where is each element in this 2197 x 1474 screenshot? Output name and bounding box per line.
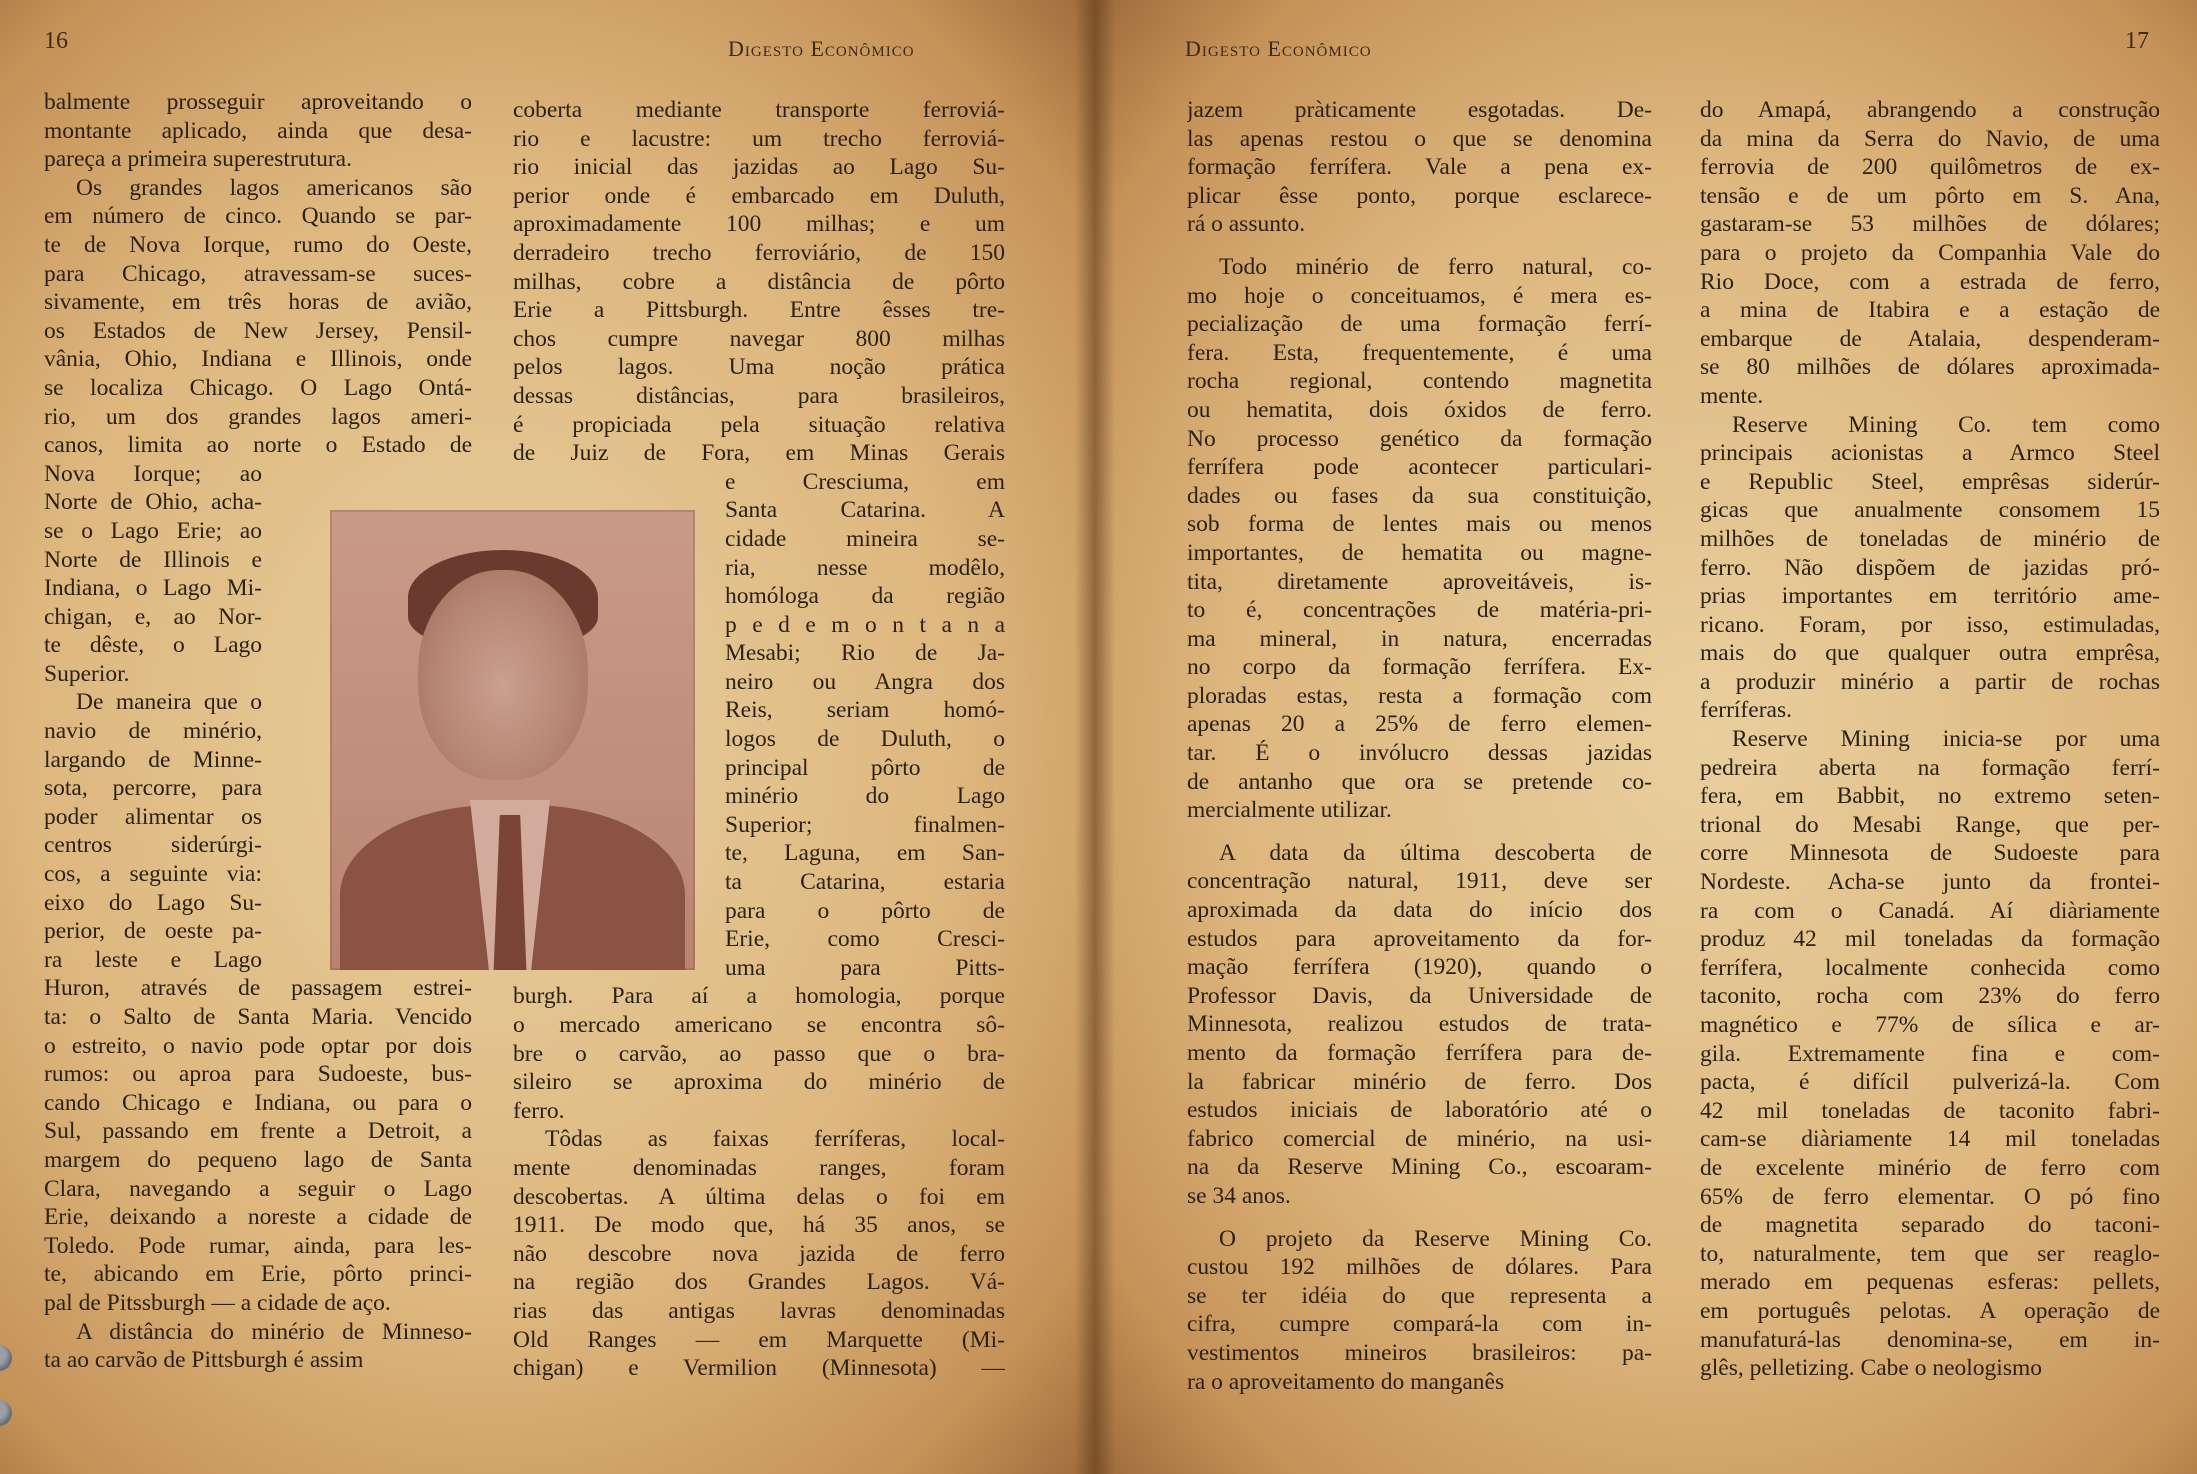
text-line: to, naturalmente, tem que ser reaglo- bbox=[1700, 1240, 2160, 1267]
text-line: centros siderúrgi- bbox=[44, 832, 262, 859]
text-line: não descobre nova jazida de ferro bbox=[513, 1240, 1005, 1267]
text-line: da mina da Serra do Navio, de uma bbox=[1700, 125, 2160, 152]
text-line: navio de minério, bbox=[44, 718, 262, 745]
text-line: Huron, através de passagem estrei- bbox=[44, 975, 472, 1002]
text-line: o mercado americano se encontra sô- bbox=[513, 1012, 1005, 1038]
page-number: 16 bbox=[44, 28, 68, 54]
text-line: para Chicago, atravessam-se suces- bbox=[44, 260, 472, 287]
column-3 bbox=[1187, 96, 1652, 1396]
text-line: No processo genético da formação bbox=[1187, 425, 1652, 452]
text-line: Toledo. Pode rumar, ainda, para les- bbox=[44, 1232, 472, 1259]
text-line: pecialização de uma formação ferrí- bbox=[1187, 311, 1652, 338]
text-line: vestimentos mineiros brasileiros: pa- bbox=[1187, 1339, 1652, 1366]
text-line: estudos iniciais de laboratório até o bbox=[1187, 1097, 1652, 1124]
text-line: rio e lacustre: um trecho ferroviá- bbox=[513, 125, 1005, 152]
text-line: pal de Pitssburgh — a cidade de aço. bbox=[44, 1289, 391, 1316]
text-line: sota, percorre, para bbox=[44, 775, 262, 802]
text-line: aproximada da data do início dos bbox=[1187, 897, 1652, 924]
text-line: te de Nova Iorque, rumo do Oeste, bbox=[44, 231, 472, 258]
text-line: ta Catarina, estaria bbox=[725, 869, 1005, 896]
text-line: formação ferrífera. Vale a pena ex- bbox=[1187, 154, 1652, 181]
text-line: ra o aproveitamento do manganês bbox=[1187, 1368, 1505, 1395]
text-line: A data da última descoberta de bbox=[1219, 839, 1652, 866]
text-line: os Estados de New Jersey, Pensil- bbox=[44, 317, 472, 344]
text-line: ploradas estas, resta a formação com bbox=[1187, 682, 1652, 709]
text-line: se 80 milhões de dólares aproximada- bbox=[1700, 354, 2160, 381]
text-line: o estreito, o navio pode optar por dois bbox=[44, 1032, 472, 1059]
text-line: tar. É o invólucro dessas jazidas bbox=[1187, 740, 1652, 767]
text-line: tita, diretamente aproveitáveis, is- bbox=[1187, 568, 1652, 595]
text-line: glês, pelletizing. Cabe o neologismo bbox=[1700, 1355, 2042, 1382]
text-line: Nova Iorque; ao bbox=[44, 460, 262, 487]
text-line: margem do pequeno lago de Santa bbox=[44, 1146, 472, 1173]
text-line: Norte de Ohio, acha- bbox=[44, 489, 262, 516]
text-line: uma para Pitts- bbox=[725, 954, 1005, 981]
text-line: pareça a primeira superestrutura. bbox=[44, 146, 352, 173]
text-line: ta: o Salto de Santa Maria. Vencido bbox=[44, 1004, 472, 1030]
text-line: vânia, Ohio, Indiana e Illinois, onde bbox=[44, 346, 472, 373]
text-line: rumos: ou aproa para Sudoeste, bus- bbox=[44, 1061, 472, 1088]
text-line: principais acionistas a Armco Steel bbox=[1700, 440, 2160, 467]
text-line: manufaturá-las denomina-se, em in- bbox=[1700, 1326, 2160, 1353]
text-line: chigan) e Vermilion (Minnesota) — bbox=[513, 1355, 1005, 1382]
paragraph-gap bbox=[1187, 239, 1652, 253]
text-line: é propiciada pela situação relativa bbox=[513, 411, 1005, 438]
text-line: se 34 anos. bbox=[1187, 1182, 1291, 1209]
text-line: te, Laguna, em San- bbox=[725, 840, 1005, 867]
text-line: mente denominadas ranges, foram bbox=[513, 1154, 1005, 1181]
text-line: pelos lagos. Uma noção prática bbox=[513, 354, 1005, 381]
text-line: cam-se diàriamente 14 mil toneladas bbox=[1700, 1126, 2160, 1153]
text-line: fabrico comercial de minério, na usi- bbox=[1187, 1125, 1652, 1152]
text-line: rio inicial das jazidas ao Lago Su- bbox=[513, 154, 1005, 181]
text-line: rocha regional, contendo magnetita bbox=[1187, 368, 1652, 395]
text-line: eixo do Lago Su- bbox=[44, 889, 262, 916]
text-line: gila. Extremamente fina e com- bbox=[1700, 1040, 2160, 1067]
text-line: las apenas restou o que se denomina bbox=[1187, 125, 1652, 152]
text-line: balmente prosseguir aproveitando o bbox=[44, 89, 472, 115]
text-line: largando de Minne- bbox=[44, 746, 262, 773]
text-line: plicar êsse ponto, porque esclarece- bbox=[1187, 182, 1652, 209]
text-line: Sul, passando em frente a Detroit, a bbox=[44, 1118, 472, 1145]
text-line: fera, em Babbit, no extremo seten- bbox=[1700, 783, 2160, 810]
text-line: dades ou fases da sua constituição, bbox=[1187, 482, 1652, 509]
text-line: e Cresciuma, em bbox=[725, 468, 1005, 495]
text-line: perior onde é embarcado em Duluth, bbox=[513, 182, 1005, 209]
text-line: concentração natural, 1911, deve ser bbox=[1187, 868, 1652, 895]
text-line: pacta, é difícil pulverizá-la. Com bbox=[1700, 1069, 2160, 1096]
text-line: tensão e de um pôrto em S. Ana, bbox=[1700, 182, 2160, 209]
text-line: estudos para aproveitamento da for- bbox=[1187, 925, 1652, 952]
text-line: magnético e 77% de sílica e ar- bbox=[1700, 1012, 2160, 1038]
text-line: neiro ou Angra dos bbox=[725, 668, 1005, 695]
text-line: Erie, como Cresci- bbox=[725, 926, 1005, 953]
text-line: mo hoje o conceituamos, é mera es- bbox=[1187, 282, 1652, 309]
binder-clip-icon bbox=[0, 1400, 12, 1426]
text-line: em português pelotas. A operação de bbox=[1700, 1297, 2160, 1324]
right-page bbox=[1095, 0, 2197, 1474]
text-line: Nordeste. Acha-se junto da frontei- bbox=[1700, 869, 2160, 896]
text-line: apenas 20 a 25% de ferro elemen- bbox=[1187, 711, 1652, 738]
gutter bbox=[1075, 0, 1115, 1474]
text-line: descobertas. A última delas o foi em bbox=[513, 1183, 1005, 1210]
text-line: importantes, de hematita ou magne- bbox=[1187, 539, 1652, 566]
text-line: mento da formação ferrífera para de- bbox=[1187, 1040, 1652, 1066]
text-line: Erie, deixando a noreste a cidade de bbox=[44, 1204, 472, 1231]
text-line: a produzir minério a partir de rochas bbox=[1700, 668, 2160, 695]
text-line: ferrífera pode acontecer particulari- bbox=[1187, 454, 1652, 481]
text-line: ou hematita, dois óxidos de ferro. bbox=[1187, 396, 1652, 423]
text-line: minério do Lago bbox=[725, 783, 1005, 810]
text-line: Mesabi; Rio de Ja- bbox=[725, 640, 1005, 667]
text-line: 42 mil toneladas de taconito fabri- bbox=[1700, 1097, 2160, 1124]
text-line: para o pôrto de bbox=[725, 897, 1005, 924]
left-page bbox=[0, 0, 1095, 1474]
text-line: cos, a seguinte via: bbox=[44, 861, 262, 888]
text-line: se o Lago Erie; ao bbox=[44, 517, 262, 544]
text-line: la fabricar minério de ferro. Dos bbox=[1187, 1068, 1652, 1095]
text-line: ricano. Foram, por isso, estimuladas, bbox=[1700, 611, 2160, 638]
text-line: em número de cinco. Quando se par- bbox=[44, 203, 472, 230]
text-line: embarque de Atalaia, despenderam- bbox=[1700, 325, 2160, 352]
text-line: Rio Doce, com a estrada de ferro, bbox=[1700, 268, 2160, 295]
text-line: do Amapá, abrangendo a construção bbox=[1700, 97, 2160, 123]
text-line: rias das antigas lavras denominadas bbox=[513, 1297, 1005, 1324]
text-line: canos, limita ao norte o Estado de bbox=[44, 432, 472, 459]
text-line: mais do que qualquer outra emprêsa, bbox=[1700, 640, 2160, 667]
text-line: merado em pequenas esferas: pellets, bbox=[1700, 1269, 2160, 1296]
text-line: logos de Duluth, o bbox=[725, 726, 1005, 753]
text-line: to é, concentrações de matéria-pri- bbox=[1187, 597, 1652, 624]
text-line: Indiana, o Lago Mi- bbox=[44, 575, 262, 602]
text-line: De maneira que o bbox=[76, 689, 262, 716]
text-line: na região dos Grandes Lagos. Vá- bbox=[513, 1269, 1005, 1296]
text-line: cando Chicago e Indiana, ou para o bbox=[44, 1089, 472, 1116]
text-line: dessas distâncias, para brasileiros, bbox=[513, 382, 1005, 409]
text-line: Clara, navegando a seguir o Lago bbox=[44, 1175, 472, 1202]
text-line: de magnetita separado do taconi- bbox=[1700, 1212, 2160, 1239]
text-line: jazem pràticamente esgotadas. De- bbox=[1187, 97, 1652, 123]
text-line: ferro. bbox=[513, 1097, 565, 1124]
text-line: se ter idéia do que representa a bbox=[1187, 1282, 1652, 1309]
text-line: 1911. De modo que, há 35 anos, se bbox=[513, 1212, 1005, 1239]
text-line: se localiza Chicago. O Lago Ontá- bbox=[44, 374, 472, 401]
running-head: Digesto Econômico bbox=[1185, 36, 1372, 61]
text-line: na da Reserve Mining Co., escoaram- bbox=[1187, 1154, 1652, 1181]
text-line: de excelente minério de ferro com bbox=[1700, 1154, 2160, 1181]
text-line: coberta mediante transporte ferroviá- bbox=[513, 97, 1005, 123]
text-line: mação ferrífera (1920), quando o bbox=[1187, 954, 1652, 981]
text-line: Minnesota, realizou estudos de trata- bbox=[1187, 1011, 1652, 1038]
text-line: ra leste e Lago bbox=[44, 946, 262, 973]
text-line: a mina de Itabira e a estação de bbox=[1700, 297, 2160, 324]
text-line: derradeiro trecho ferroviário, de 150 bbox=[513, 239, 1005, 266]
text-line: principal pôrto de bbox=[725, 754, 1005, 781]
text-line: ferrífera, localmente conhecida como bbox=[1700, 954, 2160, 981]
column-4 bbox=[1700, 96, 2160, 1383]
text-line: Superior. bbox=[44, 660, 130, 687]
text-line: cidade mineira se- bbox=[725, 525, 1005, 552]
text-line: sob forma de lentes mais ou menos bbox=[1187, 511, 1652, 538]
text-line: de antanho que ora se pretende co- bbox=[1187, 768, 1652, 795]
text-line: Santa Catarina. A bbox=[725, 497, 1005, 524]
text-line: ra com o Canadá. Aí diàriamente bbox=[1700, 897, 2160, 924]
text-line: gicas que anualmente consomem 15 bbox=[1700, 497, 2160, 524]
text-line: cifra, cumpre compará-la com in- bbox=[1187, 1311, 1652, 1338]
text-line: milhões de toneladas de minério de bbox=[1700, 525, 2160, 552]
text-line: rá o assunto. bbox=[1187, 211, 1306, 238]
text-line: milhas, cobre a distância de pôrto bbox=[513, 268, 1005, 295]
text-line: sileiro se aproxima do minério de bbox=[513, 1069, 1005, 1096]
text-line: no corpo da formação ferrífera. Ex- bbox=[1187, 654, 1652, 681]
text-line: produz 42 mil toneladas da formação bbox=[1700, 926, 2160, 953]
running-head: Digesto Econômico bbox=[728, 36, 915, 61]
text-line: sivamente, em três horas de avião, bbox=[44, 289, 472, 316]
text-line: ferrovia de 200 quilômetros de ex- bbox=[1700, 154, 2160, 181]
text-line: trional do Mesabi Range, que per- bbox=[1700, 811, 2160, 838]
text-line: e Republic Steel, emprêsas siderúr- bbox=[1700, 468, 2160, 495]
text-line: custou 192 milhões de dólares. Para bbox=[1187, 1254, 1652, 1281]
text-line: Erie a Pittsburgh. Entre êsses tre- bbox=[513, 297, 1005, 324]
text-line: taconito, rocha com 23% do ferro bbox=[1700, 983, 2160, 1010]
text-line: ria, nesse modêlo, bbox=[725, 554, 1005, 581]
text-line: te dêste, o Lago bbox=[44, 632, 262, 659]
text-line: ta ao carvão de Pittsburgh é assim bbox=[44, 1347, 364, 1374]
text-line: 65% de ferro elementar. O pó fino bbox=[1700, 1183, 2160, 1210]
text-line: fera. Esta, frequentemente, é uma bbox=[1187, 339, 1652, 366]
paragraph-gap bbox=[1187, 1211, 1652, 1225]
text-line: perior, de oeste pa- bbox=[44, 918, 262, 945]
text-line: mercialmente utilizar. bbox=[1187, 797, 1392, 824]
text-line: gastaram-se 53 milhões de dólares; bbox=[1700, 211, 2160, 238]
text-line: corre Minnesota de Sudoeste para bbox=[1700, 840, 2160, 867]
paragraph-gap bbox=[1187, 825, 1652, 839]
text-line: para o projeto da Companhia Vale do bbox=[1700, 239, 2160, 266]
portrait-photo bbox=[330, 510, 695, 970]
binder-clip-icon bbox=[0, 1345, 12, 1371]
text-line: ferro. Não dispõem de jazidas pró- bbox=[1700, 554, 2160, 581]
text-line: Norte de Illinois e bbox=[44, 546, 262, 573]
text-line: chos cumpre navegar 800 milhas bbox=[513, 325, 1005, 352]
text-line: montante aplicado, ainda que desa- bbox=[44, 117, 472, 144]
text-line: mente. bbox=[1700, 382, 1764, 409]
text-line: bre o carvão, ao passo que o bra- bbox=[513, 1040, 1005, 1067]
text-line: A distância do minério de Minneso- bbox=[76, 1318, 472, 1345]
text-line: poder alimentar os bbox=[44, 803, 262, 830]
text-line: Tôdas as faixas ferríferas, local- bbox=[545, 1126, 1005, 1153]
text-line: burgh. Para aí a homologia, porque bbox=[513, 983, 1005, 1010]
text-line: aproximadamente 100 milhas; e um bbox=[513, 211, 1005, 238]
text-line: pedreira aberta na formação ferrí- bbox=[1700, 754, 2160, 781]
text-line: Todo minério de ferro natural, co- bbox=[1219, 253, 1652, 280]
text-line: rio, um dos grandes lagos ameri- bbox=[44, 403, 472, 430]
text-line: Professor Davis, da Universidade de bbox=[1187, 982, 1652, 1009]
text-line: O projeto da Reserve Mining Co. bbox=[1219, 1225, 1652, 1252]
text-line: ma mineral, in natura, encerradas bbox=[1187, 625, 1652, 652]
text-line: Superior; finalmen- bbox=[725, 811, 1005, 838]
text-line: homóloga da região bbox=[725, 583, 1005, 610]
text-line: ferríferas. bbox=[1700, 697, 1792, 724]
text-line: Reserve Mining inicia-se por uma bbox=[1732, 726, 2160, 753]
page-number: 17 bbox=[2125, 28, 2149, 54]
text-line: p e d e m o n t a n a bbox=[725, 611, 1005, 638]
text-line: Reis, seriam homó- bbox=[725, 697, 1005, 724]
text-line: Os grandes lagos americanos são bbox=[76, 174, 472, 201]
text-line: Reserve Mining Co. tem como bbox=[1732, 411, 2160, 438]
text-line: Old Ranges — em Marquette (Mi- bbox=[513, 1326, 1005, 1353]
text-line: te, abicando em Erie, pôrto princi- bbox=[44, 1261, 472, 1288]
text-line: de Juiz de Fora, em Minas Gerais bbox=[513, 440, 1005, 467]
text-line: chigan, e, ao Nor- bbox=[44, 603, 262, 630]
text-line: prias importantes em território ame- bbox=[1700, 583, 2160, 610]
